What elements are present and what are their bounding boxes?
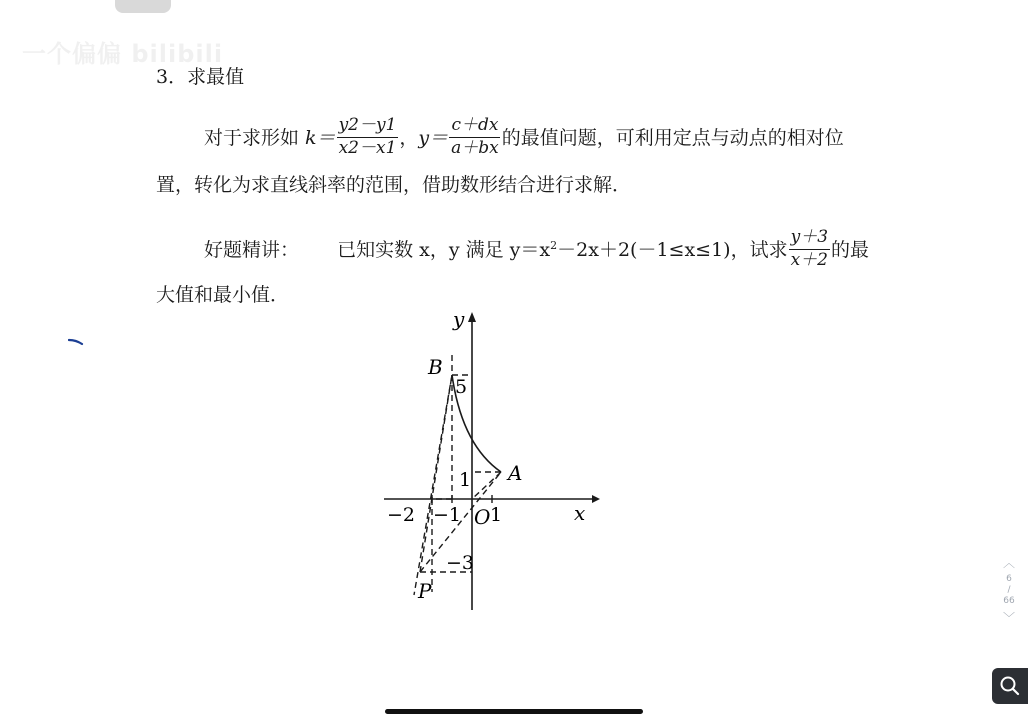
label-tick-neg2: −2 <box>387 504 416 526</box>
coordinate-figure <box>370 300 610 620</box>
target-denominator: x＋2 <box>790 249 828 270</box>
search-icon <box>992 668 1028 704</box>
label-tick-neg1: −1 <box>433 504 462 526</box>
page-slash: / <box>1007 585 1011 595</box>
chevron-up-icon[interactable]: ︿ <box>1002 556 1015 570</box>
example-line-2: 大值和最小值． <box>156 284 290 306</box>
example-label: 好题精讲： <box>204 239 300 262</box>
example-text-b: －2x＋2(－1≤x≤1)，试求 <box>557 239 788 262</box>
linear-fraction <box>449 116 501 158</box>
page-indicator <box>998 552 1020 629</box>
label-point-p: P <box>418 579 432 603</box>
section-heading: 3．求最值 <box>156 66 245 88</box>
paragraph-1-line-2: 置，转化为求直线斜率的范围，借助数形结合进行求解． <box>156 174 632 196</box>
current-page: 6 <box>1006 574 1012 584</box>
total-pages: 66 <box>1003 596 1015 606</box>
example-text-a: 已知实数 x，y 满足 y＝x <box>337 239 551 262</box>
chevron-down-icon[interactable]: ﹀ <box>1002 611 1015 625</box>
para1-suffix: 的最值问题，可利用定点与动点的相对位 <box>501 127 844 150</box>
home-indicator[interactable] <box>385 709 643 714</box>
x-axis-arrow <box>592 495 600 503</box>
para1-sep: ， <box>399 127 419 150</box>
label-origin: O <box>474 505 491 529</box>
label-axis-y: y <box>453 307 465 331</box>
linear-numerator: c＋dx <box>449 116 500 138</box>
label-tick-1-x: 1 <box>490 504 503 526</box>
label-axis-x: x <box>574 501 586 525</box>
para1-prefix: 对于求形如 <box>204 127 306 150</box>
label-point-b: B <box>428 355 443 379</box>
example-suffix: 的最 <box>831 239 870 262</box>
y-equals: y＝ <box>418 127 449 150</box>
slope-fraction <box>337 116 399 158</box>
label-tick-1-y: 1 <box>459 469 472 491</box>
y-axis-arrow <box>468 312 476 322</box>
paragraph-1-line-1 <box>204 115 844 160</box>
label-tick-neg3: −3 <box>446 552 475 574</box>
search-button[interactable] <box>992 668 1028 704</box>
target-fraction <box>789 228 830 270</box>
example-line-1 <box>204 227 870 272</box>
linear-denominator: a＋bx <box>451 137 499 158</box>
label-point-a: A <box>508 461 523 485</box>
watermark: 一个偏偏 bilibili <box>22 40 224 68</box>
label-tick-5: 5 <box>455 376 468 398</box>
k-equals: k＝ <box>305 127 336 150</box>
target-numerator: y＋3 <box>789 228 830 250</box>
pen-stroke-mark <box>68 338 84 346</box>
slope-numerator: y2－y1 <box>337 116 399 138</box>
exponent: 2 <box>550 239 558 253</box>
slope-denominator: x2－x1 <box>338 137 397 158</box>
